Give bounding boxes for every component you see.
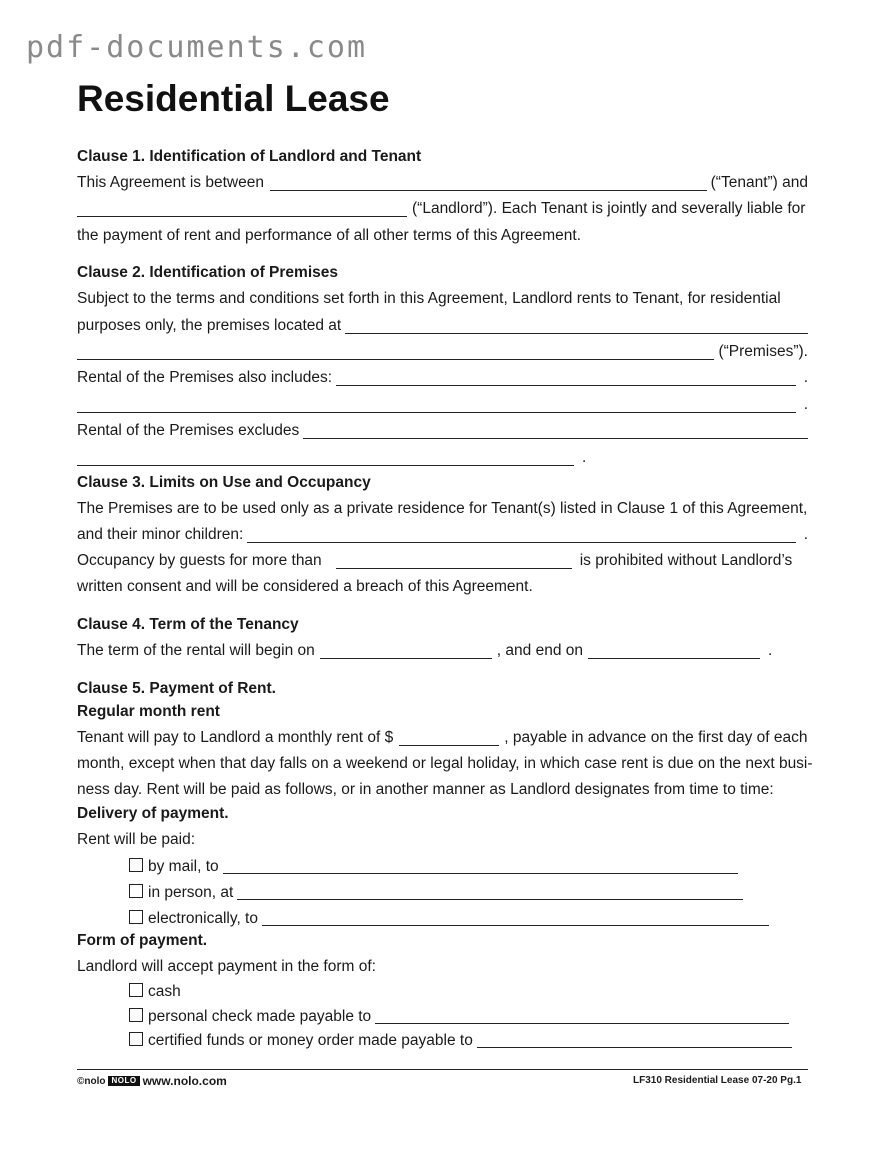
in-person-checkbox[interactable] xyxy=(129,884,143,898)
form-id: LF310 Residential Lease 07-20 Pg.1 xyxy=(633,1075,802,1086)
cash-checkbox[interactable] xyxy=(129,983,143,997)
clause-5-line-1 xyxy=(77,729,808,751)
clause-1-heading: Clause 1. Identification of Landlord and Tenant xyxy=(77,148,422,165)
text: purposes only, the premises located at xyxy=(77,317,342,334)
clause-2-line-6 xyxy=(77,422,808,444)
footer-url: www.nolo.com xyxy=(142,1074,227,1088)
in-person-address-field[interactable] xyxy=(237,886,743,900)
clause-2-line-1: Subject to the terms and conditions set forth in this Agreement, Landlord rents to Tenant, for residential xyxy=(77,290,781,307)
certified-checkbox[interactable] xyxy=(129,1032,143,1046)
clause-5-line-3: ness day. Rent will be paid as follows, or in another manner as Landlord designates from time to time: xyxy=(77,781,774,798)
clause-3-line-1: The Premises are to be used only as a private residence for Tenant(s) listed in Clause 1 of this Agreement, xyxy=(77,500,808,517)
text: in person, at xyxy=(148,884,234,901)
clause-2-line-4 xyxy=(77,369,808,391)
copyright-text: ©nolo xyxy=(77,1075,106,1087)
text: . xyxy=(803,526,808,543)
text: personal check made payable to xyxy=(148,1008,372,1025)
certified-payee-field[interactable] xyxy=(477,1034,792,1048)
text: Occupancy by guests for more than xyxy=(77,552,322,569)
clause-3-heading: Clause 3. Limits on Use and Occupancy xyxy=(77,474,371,491)
landlord-name-field[interactable] xyxy=(77,203,407,217)
regular-rent-subheading: Regular month rent xyxy=(77,703,220,720)
option-electronic xyxy=(129,909,769,931)
begin-date-field[interactable] xyxy=(320,645,492,659)
check-checkbox[interactable] xyxy=(129,1008,143,1022)
text: (“Tenant”) and xyxy=(710,174,808,191)
option-certified xyxy=(129,1031,792,1053)
premises-address-field[interactable] xyxy=(345,320,808,334)
includes-field[interactable] xyxy=(336,372,796,386)
text: . xyxy=(582,449,587,466)
form-of-payment-subheading: Form of payment. xyxy=(77,932,208,949)
text: . xyxy=(803,396,808,413)
includes-field-2[interactable] xyxy=(77,399,796,413)
text: certified funds or money order made payable to xyxy=(148,1032,473,1049)
monthly-rent-field[interactable] xyxy=(399,732,499,746)
clause-2-line-2 xyxy=(77,317,808,339)
option-mail xyxy=(129,857,738,879)
footer-divider xyxy=(77,1069,808,1070)
electronic-field[interactable] xyxy=(262,912,769,926)
footer-left xyxy=(77,1074,227,1088)
clause-1-line-3: the payment of rent and performance of all other terms of this Agreement. xyxy=(77,227,582,244)
tenant-name-field[interactable] xyxy=(270,177,707,191)
mail-checkbox[interactable] xyxy=(129,858,143,872)
text: This Agreement is between xyxy=(77,174,264,191)
text: Rental of the Premises also includes: xyxy=(77,369,333,386)
document-title: Residential Lease xyxy=(77,78,390,119)
clause-1-line-2 xyxy=(77,200,808,222)
end-date-field[interactable] xyxy=(588,645,760,659)
clause-1-line-1 xyxy=(77,174,808,196)
text: . xyxy=(768,642,773,659)
clause-2-heading: Clause 2. Identification of Premises xyxy=(77,264,338,281)
guest-days-field[interactable] xyxy=(336,555,572,569)
clause-4-heading: Clause 4. Term of the Tenancy xyxy=(77,616,299,633)
check-payee-field[interactable] xyxy=(375,1010,789,1024)
excludes-field[interactable] xyxy=(303,425,808,439)
text: , payable in advance on the first day of each xyxy=(504,729,808,746)
text: Tenant will pay to Landlord a monthly rent of $ xyxy=(77,729,394,746)
clause-2-line-7 xyxy=(77,449,808,471)
clause-5-line-2: month, except when that day falls on a weekend or legal holiday, in which case rent is due on the next busi- xyxy=(77,755,813,772)
minor-children-field[interactable] xyxy=(247,529,795,543)
text: (“Landlord”). Each Tenant is jointly and severally liable for xyxy=(412,200,806,217)
watermark: pdf-documents.com xyxy=(26,30,368,65)
clause-3-line-3 xyxy=(77,552,808,574)
text: cash xyxy=(148,983,181,1000)
text: , and end on xyxy=(496,642,583,659)
clause-4-line-1 xyxy=(77,642,808,664)
text: Rental of the Premises excludes xyxy=(77,422,300,439)
clause-2-line-3 xyxy=(77,343,808,365)
text: . xyxy=(803,369,808,386)
accept-label: Landlord will accept payment in the form of: xyxy=(77,958,376,975)
nolo-logo: NOLO xyxy=(108,1076,139,1086)
option-person xyxy=(129,883,743,905)
text: (“Premises”). xyxy=(718,343,808,360)
premises-address-field-2[interactable] xyxy=(77,346,714,360)
text: electronically, to xyxy=(148,910,258,927)
delivery-subheading: Delivery of payment. xyxy=(77,805,229,822)
excludes-field-2[interactable] xyxy=(77,452,574,466)
text: and their minor children: xyxy=(77,526,244,543)
option-check xyxy=(129,1007,789,1029)
clause-3-line-2 xyxy=(77,526,808,548)
clause-5-heading: Clause 5. Payment of Rent. xyxy=(77,680,276,697)
text: The term of the rental will begin on xyxy=(77,642,315,659)
clause-2-line-5 xyxy=(77,396,808,418)
text: is prohibited without Landlord’s xyxy=(579,552,793,569)
mail-address-field[interactable] xyxy=(223,860,738,874)
option-cash xyxy=(129,982,429,1004)
electronic-checkbox[interactable] xyxy=(129,910,143,924)
text: by mail, to xyxy=(148,858,219,875)
rent-paid-label: Rent will be paid: xyxy=(77,831,196,848)
clause-3-line-4: written consent and will be considered a breach of this Agreement. xyxy=(77,578,533,595)
